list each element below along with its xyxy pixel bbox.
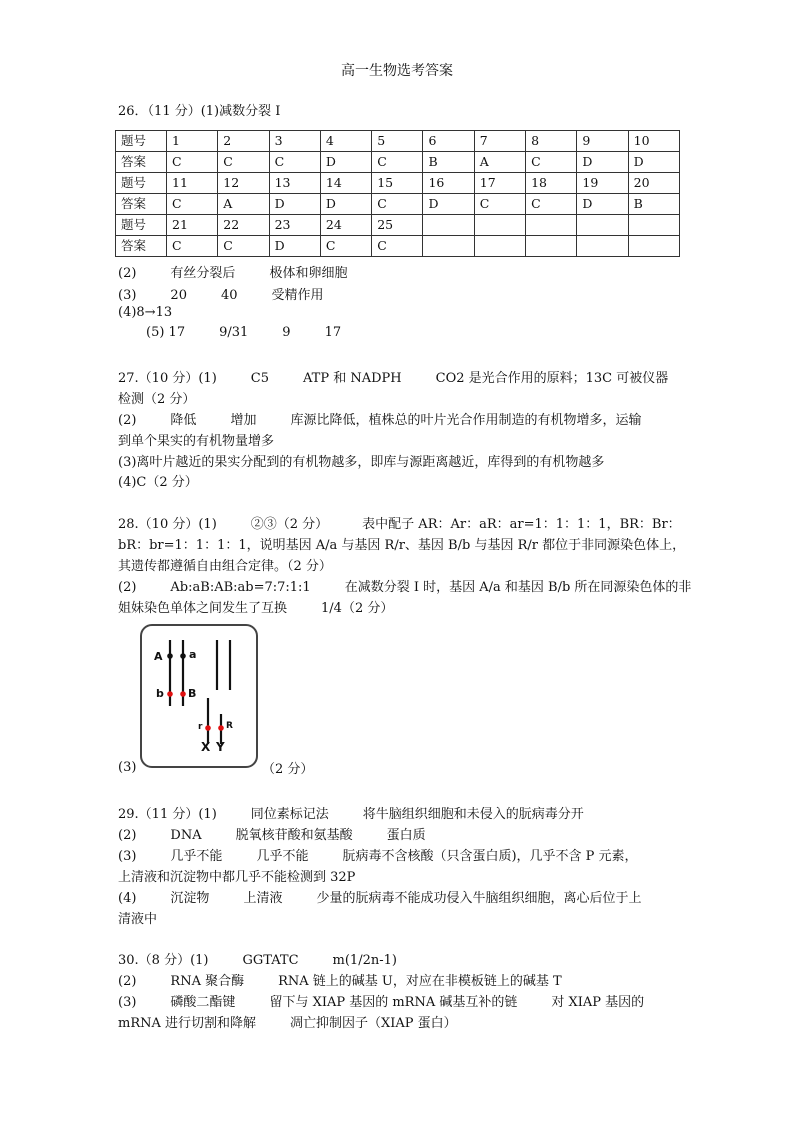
table-cell: 25 xyxy=(372,215,423,236)
table-row xyxy=(116,194,680,215)
label-A: A xyxy=(154,650,163,663)
table-row-label: 答案 xyxy=(116,236,167,257)
table-cell: 21 xyxy=(167,215,218,236)
table-cell: B xyxy=(628,194,679,215)
table-cell xyxy=(628,236,679,257)
table-cell: C xyxy=(167,152,218,173)
table-cell: C xyxy=(372,236,423,257)
table-cell: 17 xyxy=(474,173,525,194)
q28-part3-label: (3) xyxy=(118,760,137,775)
table-cell: 1 xyxy=(167,131,218,152)
page-title: 高一生物选考答案 xyxy=(341,63,453,79)
q29-line1: 29.（11 分）(1) 同位素标记法 将牛脑组织细胞和未侵入的朊病毒分开 xyxy=(118,807,584,822)
q28-line2: bR：br=1：1：1：1，说明基因 A/a 与基因 R/r、基因 B/b 与基因 R/r 都位于非同源染色体上， xyxy=(118,538,686,553)
label-r: r xyxy=(198,722,203,732)
table-cell: 4 xyxy=(320,131,371,152)
table-cell: C xyxy=(372,152,423,173)
gene-R-dot xyxy=(218,725,224,731)
table-row xyxy=(116,236,680,257)
table-row xyxy=(116,173,680,194)
q30-line2: (2) RNA 聚合酶 RNA 链上的碱基 U，对应在非模板链上的碱基 T xyxy=(118,974,562,989)
table-row-label: 答案 xyxy=(116,194,167,215)
table-cell: D xyxy=(423,194,474,215)
table-row-label: 题号 xyxy=(116,173,167,194)
table-cell: 7 xyxy=(474,131,525,152)
q28-part3-score: （2 分） xyxy=(262,762,314,777)
table-cell: A xyxy=(218,194,269,215)
q29-line3: (3) 几乎不能 几乎不能 朊病毒不含核酸（只含蛋白质)，几乎不含 P 元素， xyxy=(118,849,638,864)
table-cell: D xyxy=(577,152,628,173)
table-row xyxy=(116,152,680,173)
table-cell: 15 xyxy=(372,173,423,194)
table-cell: D xyxy=(320,152,371,173)
q26-part5: (5) 17 9/31 9 17 xyxy=(146,325,342,340)
q26-part2: (2) 有丝分裂后 极体和卵细胞 xyxy=(118,266,348,281)
table-cell: 22 xyxy=(218,215,269,236)
table-cell: 20 xyxy=(628,173,679,194)
table-row xyxy=(116,131,680,152)
table-cell xyxy=(423,215,474,236)
label-B: B xyxy=(188,687,197,700)
chromosome-figure xyxy=(140,624,258,768)
table-cell: 3 xyxy=(269,131,320,152)
table-cell: 23 xyxy=(269,215,320,236)
table-cell: 18 xyxy=(526,173,577,194)
table-cell: D xyxy=(577,194,628,215)
label-R: R xyxy=(226,721,233,731)
q27-line2: 检测（2 分） xyxy=(118,392,196,407)
q29-line2: (2) DNA 脱氧核苷酸和氨基酸 蛋白质 xyxy=(118,828,426,843)
q27-line4: 到单个果实的有机物量增多 xyxy=(118,434,275,449)
q29-line5: (4) 沉淀物 上清液 少量的朊病毒不能成功侵入牛脑组织细胞，离心后位于上 xyxy=(118,891,642,906)
q27-line3: (2) 降低 增加 库源比降低，植株总的叶片光合作用制造的有机物增多，运输 xyxy=(118,413,642,428)
table-cell: C xyxy=(167,236,218,257)
q26-part3: (3) 20 40 受精作用 xyxy=(118,288,324,303)
q30-line1: 30.（8 分）(1) GGTATC m(1/2n-1) xyxy=(118,953,397,968)
table-cell: C xyxy=(218,152,269,173)
q26-part4: (4)8→13 xyxy=(118,305,173,320)
table-cell: C xyxy=(372,194,423,215)
q27-line5: (3)离叶片越近的果实分配到的有机物越多，即库与源距离越近，库得到的有机物越多 xyxy=(118,455,605,470)
table-cell: C xyxy=(526,152,577,173)
table-cell: 12 xyxy=(218,173,269,194)
table-cell: 24 xyxy=(320,215,371,236)
table-row xyxy=(116,215,680,236)
table-cell: 11 xyxy=(167,173,218,194)
table-cell xyxy=(474,215,525,236)
q29-line6: 清液中 xyxy=(118,912,158,927)
q27-line1: 27.（10 分）(1) C5 ATP 和 NADPH CO2 是光合作用的原料；13C 可被仪器 xyxy=(118,371,669,386)
q28-line1: 28.（10 分）(1) ②③（2 分） 表中配子 AR：Ar：aR：ar=1：1：1：1，BR：Br： xyxy=(118,517,681,532)
q29-line4: 上清液和沉淀物中都几乎不能检测到 32P xyxy=(118,870,356,885)
q30-line3: (3) 磷酸二酯键 留下与 XIAP 基因的 mRNA 碱基互补的链 对 XIAP 基因的 xyxy=(118,995,645,1010)
table-row-label: 答案 xyxy=(116,152,167,173)
table-row-label: 题号 xyxy=(116,131,167,152)
label-X: X xyxy=(201,740,211,754)
table-cell: C xyxy=(167,194,218,215)
table-cell xyxy=(526,215,577,236)
label-b: b xyxy=(156,687,164,700)
q26-header: 26．（11 分）(1)减数分裂 I xyxy=(118,104,281,119)
table-cell xyxy=(577,236,628,257)
table-cell: 2 xyxy=(218,131,269,152)
q28-line3: 其遗传都遵循自由组合定律。（2 分） xyxy=(118,559,332,574)
table-cell: C xyxy=(320,236,371,257)
table-cell: D xyxy=(628,152,679,173)
table-cell: C xyxy=(474,194,525,215)
table-cell: 6 xyxy=(423,131,474,152)
table-cell: D xyxy=(269,194,320,215)
q30-line4: mRNA 进行切割和降解 凋亡抑制因子（XIAP 蛋白） xyxy=(118,1016,457,1031)
table-cell: C xyxy=(269,152,320,173)
table-cell: 8 xyxy=(526,131,577,152)
table-cell: B xyxy=(423,152,474,173)
table-cell: C xyxy=(526,194,577,215)
table-cell: 14 xyxy=(320,173,371,194)
table-cell: 10 xyxy=(628,131,679,152)
answer-table xyxy=(115,130,680,257)
gene-A-dot xyxy=(167,653,173,659)
label-Y: Y xyxy=(216,740,225,754)
table-cell: C xyxy=(218,236,269,257)
gene-B-dot xyxy=(180,691,186,697)
table-cell: 19 xyxy=(577,173,628,194)
table-cell xyxy=(423,236,474,257)
table-cell: 9 xyxy=(577,131,628,152)
gene-r-dot xyxy=(205,725,211,731)
table-cell: D xyxy=(269,236,320,257)
q28-line4: (2) Ab:aB:AB:ab=7:7:1:1 在减数分裂 I 时，基因 A/a 和基因 B/b 所在同源染色体的非 xyxy=(118,580,692,595)
table-cell: 13 xyxy=(269,173,320,194)
table-cell: 16 xyxy=(423,173,474,194)
table-cell xyxy=(577,215,628,236)
table-row-label: 题号 xyxy=(116,215,167,236)
table-cell xyxy=(474,236,525,257)
q27-line6: (4)C（2 分） xyxy=(118,475,198,490)
table-cell: 5 xyxy=(372,131,423,152)
label-a: a xyxy=(189,648,197,661)
table-cell: A xyxy=(474,152,525,173)
q28-line5: 姐妹染色单体之间发生了互换 1/4（2 分） xyxy=(118,601,394,616)
gene-a-dot xyxy=(180,653,186,659)
table-cell xyxy=(628,215,679,236)
table-cell xyxy=(526,236,577,257)
gene-b-dot xyxy=(167,691,173,697)
table-cell: D xyxy=(320,194,371,215)
